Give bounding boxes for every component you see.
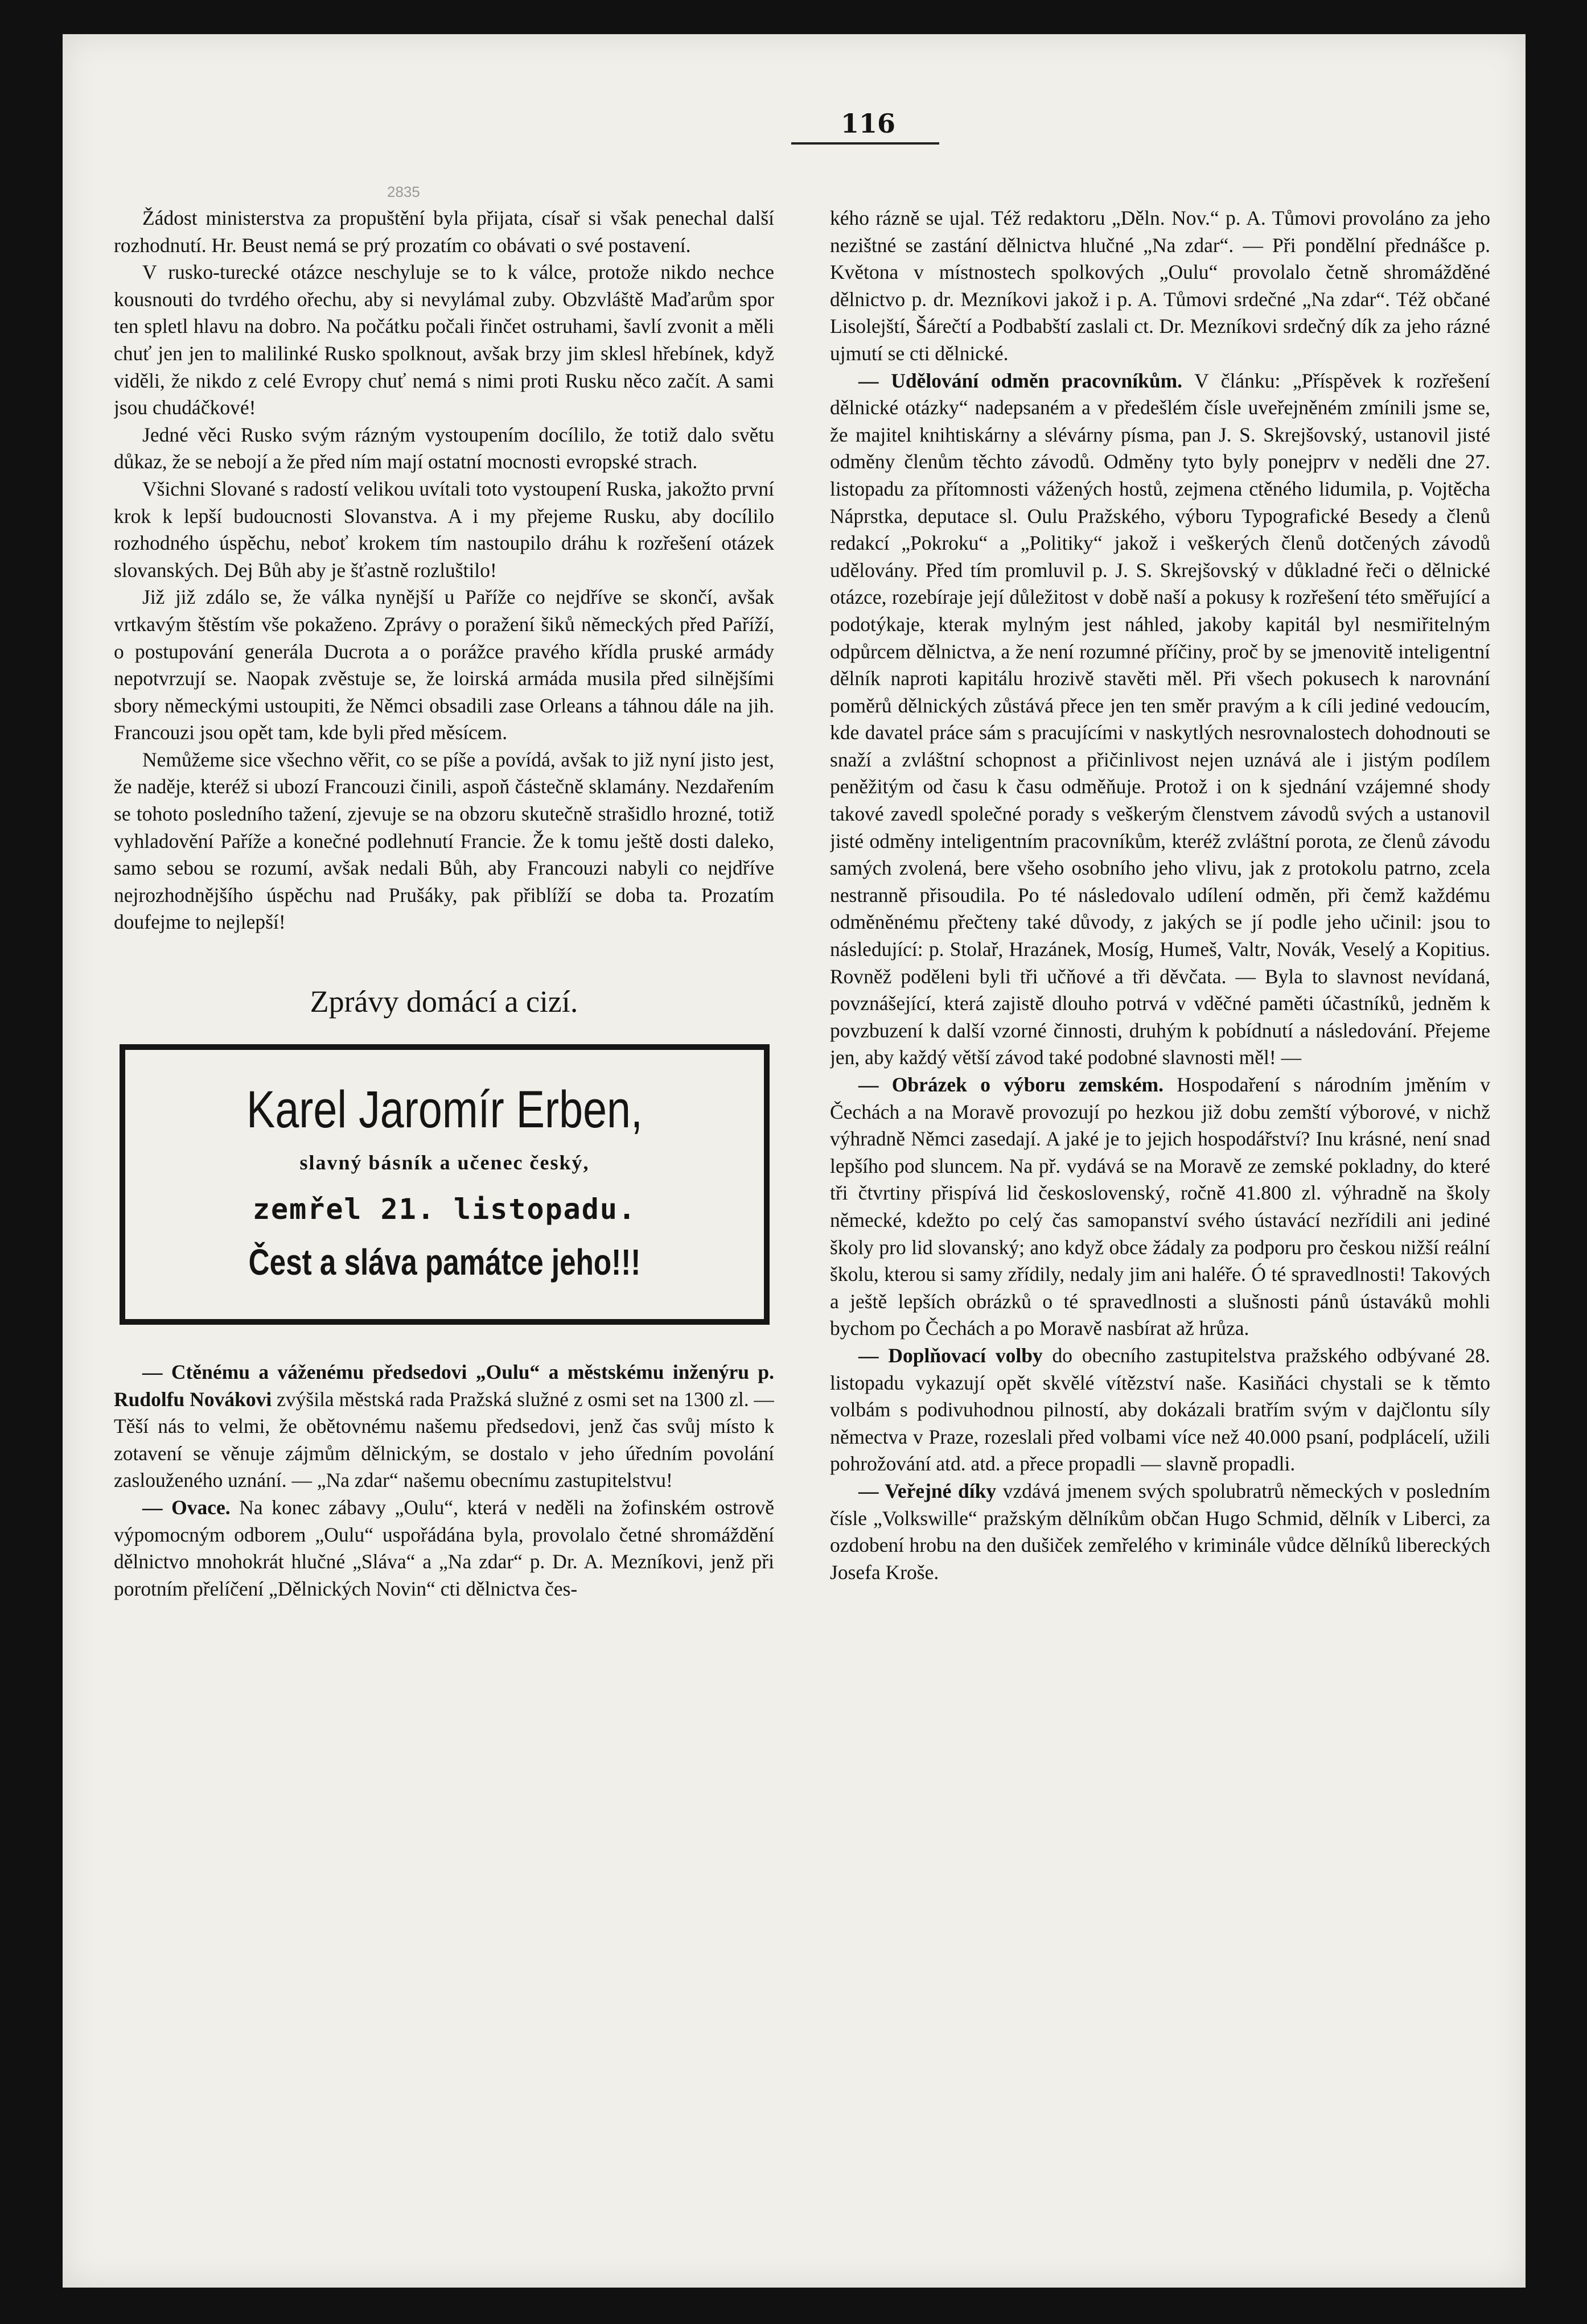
news-lead: — Obrázek o výboru zemském.	[858, 1073, 1163, 1096]
page-number-rule	[791, 142, 939, 145]
obituary-died: zemřel 21. listopadu.	[252, 1193, 637, 1226]
article-paragraph: Všichni Slované s radostí velikou uvítali toto vystoupení Ruska, jakožto první krok k lepší budoucnosti Slovanstva. A i my přejeme Rusku, aby docílilo rozhodného úspěchu, neboť krokem tím nastoupilo dráhu k rozřešení otázek slovanských. Dej Bůh aby je šťastně rozluštilo!	[114, 477, 774, 582]
left-column	[114, 205, 774, 1602]
margin-stamp: 2835	[387, 183, 420, 200]
article-paragraph: Jedné věci Rusko svým rázným vystoupením docílilo, že totiž dalo světu důkaz, že se nebojí a že před ním mají ostatní mocnosti evropské strach.	[114, 423, 774, 473]
news-text: Hospodaření s národním jměním v Čechách a na Moravě provozují po hezkou již dobu zemští výborové, v nichž výhradně Němci zasedají. A jaké je to jejich hospodářství? Inu krásné, není snad lepšího pod sluncem. Na př. vydává se na Moravě ze zemské pokladny, do které tři čtvrtiny přispívá lid československý, ročně 41.800 zl. výhradně na školy německé, kdežto po celý čas samopanství svého ústavácí nezřídili ani jediné školy pro lid slovanský; ano když obce žádaly za podporu pro českou nižší reální školu, kterou si samy zřídily, nedaly jim ani haléře. Ó té spravedlnosti! Takových a ještě lepších obrázků o té spravedlnosti a slušnosti pánů ústaváků mohli bychom po Čechách a po Moravě nasbírat až hrůza.	[830, 1073, 1490, 1340]
obituary-subtitle: slavný básník a učenec český,	[299, 1151, 590, 1175]
news-item	[830, 1072, 1490, 1342]
article-paragraph: Již již zdálo se, že válka nynější u Paříže co nejdříve se skončí, avšak vrtkavým štěstím vše pokaženo. Zprávy o poražení šiků německých před Paříží, o postupování generála Ducrota a o porážce pravého křídla pruské armády nepotvrzují se. Naopak zvěstuje se, že loirská armáda musila před silnějšími sbory německými ustoupiti, že Němci obsadili zase Orleans a táhnou dále na jih. Francouzi jsou opět tam, kde byli před měsícem.	[114, 586, 774, 744]
article-paragraph: V rusko-turecké otázce neschyluje se to k válce, protože nikdo nechce kousnouti do tvrdého ořechu, aby si nevylámal zuby. Obzvláště Maďarům spor ten spletl hlavu na dobro. Na počátku počali řinčet ostruhami, šavlí zvonit a měli chuť jen jen to malilinké Rusko spolknout, avšak brzy jim sklesl hřebínek, když viděli, že nikdo z celé Evropy chuť nemá s nimi proti Rusku něco začít. A sami jsou chudáčkové!	[114, 261, 774, 419]
obituary-honor: Čest a sláva památce jeho!!!	[248, 1242, 641, 1283]
news-text: V článku: „Příspěvek k rozřešení dělnické otázky“ nadepsaném a v předešlém čísle uveřejněném zmínili jsme se, že majitel knihtiskárny a slévárny písma, pan J. S. Skrejšovský, ustanovil jisté odměny členům těchto závodů. Odměny tyto byly ponejprv v neděli dne 27. listopadu za přítomnosti vážených hostů, zejmena ctěného lidumila, p. Vojtěcha Náprstka, deputace sl. Oulu Pražského, výboru Typografické Besedy a členů redakcí „Pokroku“ a „Politiky“ jakož i veškerých členů dotčených závodů udělovány. Před tím promluvil p. J. S. Skrejšovský v důkladné řeči o dělnické otázce, rozebíraje její důležitost v době naší a pokusy k rozřešení této směřující a podotýkaje, kterak mylným jest náhled, jakoby kapitál byl nesmiřitelným odpůrcem dělnictva, a že není rozumné příčiny, proč by se jmenovitě inteligentní dělník naproti kapitálu hrozivě stavěti měl. Při všech pokusech k narovnání poměrů dělnických zůstává přece jen ten směr pravým a k cíli jediné vedoucím, kde davatel práce sám s pracujícími v naskytlých nesrovnalostech dohodnouti se snaží a zvláštní schopnost a přičinlivost nejen uznává ale i jistým podílem peněžitým od času k času odměňuje. Protož i on k sjednání vzájemné shody takové zavedl společné porady s veškerým členstvem závodů svých a ustanovil jisté odměny inteligentním pracovníkům, kteréž zvláštní porota, ze členů závodu samých zvolená, bere všeho osobního jeho vlivu, jak z protokolu patrno, zcela nestranně přisoudila. Po té následovalo udílení odměn, při čemž každému odměněnému přečteny také důvody, z jakých se jí podle jeho učinil: jsou to následující: p. Stolař, Hrazánek, Mosíg, Humeš, Valtr, Novák, Veselý a Kopitius. Rovněž poděleni byli tři učňové a tři děvčata. — Byla to slavnost nevídaná, povznášející, která zajistě dlouho potrvá v vděčné paměti účastníků, jedněm k povzbuzení k další vzorné činnosti, druhým k pobídnutí a následování. Přejeme jen, aby každý větší závod také podobné slavnosti měl! —	[830, 369, 1490, 1069]
news-item	[830, 1342, 1490, 1478]
news-text: Na konec zábavy „Oulu“, která v neděli na žofinském ostrově výpomocným odborem „Oulu“ uspořádána byla, provolalo četné shromáždění dělnictvo mnohokrát hlučné „Sláva“ a „Na zdar“ p. Dr. A. Mezníkovi, jenž při porotním přelíčení „Dělnických Novin“ cti dělnictva čes-	[114, 1496, 774, 1600]
continuation-paragraph: kého rázně se ujal. Též redaktoru „Děln. Nov.“ p. A. Tůmovi provoláno za jeho nezištné se zastání dělnictva hlučné „Na zdar“. — Při pondělní přednášce p. Květona v místnostech spolkových „Oulu“ provolalo četně shromážděné dělnictvo p. dr. Mezníkovi jakož i p. A. Tůmovi srdečné „Na zdar“. Též občané Lisolejští, Šárečtí a Podbabští zaslali ct. Dr. Mezníkovi srdečný dík za jeho rázné ujmutí se cti dělnické.	[830, 207, 1490, 365]
news-item	[830, 368, 1490, 1072]
news-item	[114, 1494, 774, 1602]
section-title: Zprávy domácí a cizí.	[310, 984, 578, 1019]
news-lead: — Veřejné díky	[858, 1479, 997, 1502]
news-text: vzdává jmenem svých spolubratrů německých v posledním čísle „Volkswille“ pražským dělníkům občan Hugo Schmid, dělník v Liberci, za ozdobení hrobu na den dušiček zemřelého v kriminále vůdce dělníků libereckých Josefa Kroše.	[830, 1479, 1490, 1584]
page-number: 116	[840, 108, 896, 139]
article-paragraph: Žádost ministerstva za propuštění byla přijata, císař si však penechal další rozhodnutí. Hr. Beust nemá se prý prozatím co obávati o své postavení.	[114, 207, 774, 257]
obituary-box	[120, 1044, 770, 1325]
news-text: zvýšila městská rada Pražská služné z osmi set na 1300 zl. — Těší nás to velmi, že obětovnému našemu předsedovi, jenž čas svůj místo k zotavení se věnuje zájmům dělnickým, se dostalo v jeho úředním povolání zaslouženého uznání. — „Na zdar“ našemu obecnímu zastupitelstvu!	[114, 1387, 774, 1492]
news-lead: — Udělování odměn pracovníkům.	[858, 369, 1183, 392]
news-lead: — Ctěnému a váženému předsedovi „Oulu“ a městskému inženýru p. Rudolfu Novákovi	[114, 1361, 774, 1411]
newspaper-page	[63, 34, 1526, 2288]
news-item	[830, 1478, 1490, 1586]
news-text: do obecního zastupitelstva pražského odbývané 28. listopadu vykazují opět skvělé vítězství naše. Kasiňáci chystali se k těmto volbám s podivuhodnou pilností, aby dokázali bratřím svým v dajčlontu síly němectva v Praze, rozeslali před volbami více než 40.000 psaní, podplácelí, užili pohrožování atd. atd. a přece propadli — slavně propadli.	[830, 1344, 1490, 1476]
obituary-name: Karel Jaromír Erben,	[246, 1081, 643, 1139]
news-lead: — Doplňovací volby	[858, 1344, 1043, 1367]
news-lead: — Ovace.	[142, 1496, 231, 1519]
right-column	[830, 205, 1490, 1586]
news-item	[114, 1359, 774, 1494]
article-paragraph: Nemůžeme sice všechno věřit, co se píše a povídá, avšak to již nyní jisto jest, že naděje, kteréž si ubozí Francouzi činili, aspoň částečně sklamány. Nezdařením se tohoto posledního tažení, zjevuje se na obzoru skutečně strašidlo hrozné, totiž vyhladovění Paříže a konečné podlehnutí Francie. Že k tomu ještě dosti daleko, samo sebou se rozumí, avšak nedali Bůh, aby Francouzi nabyli co nejdříve nejrozhodnějšího úspěchu nad Prušáky, pak přiblíží se doba ta. Prozatím doufejme to nejlepší!	[114, 748, 774, 934]
